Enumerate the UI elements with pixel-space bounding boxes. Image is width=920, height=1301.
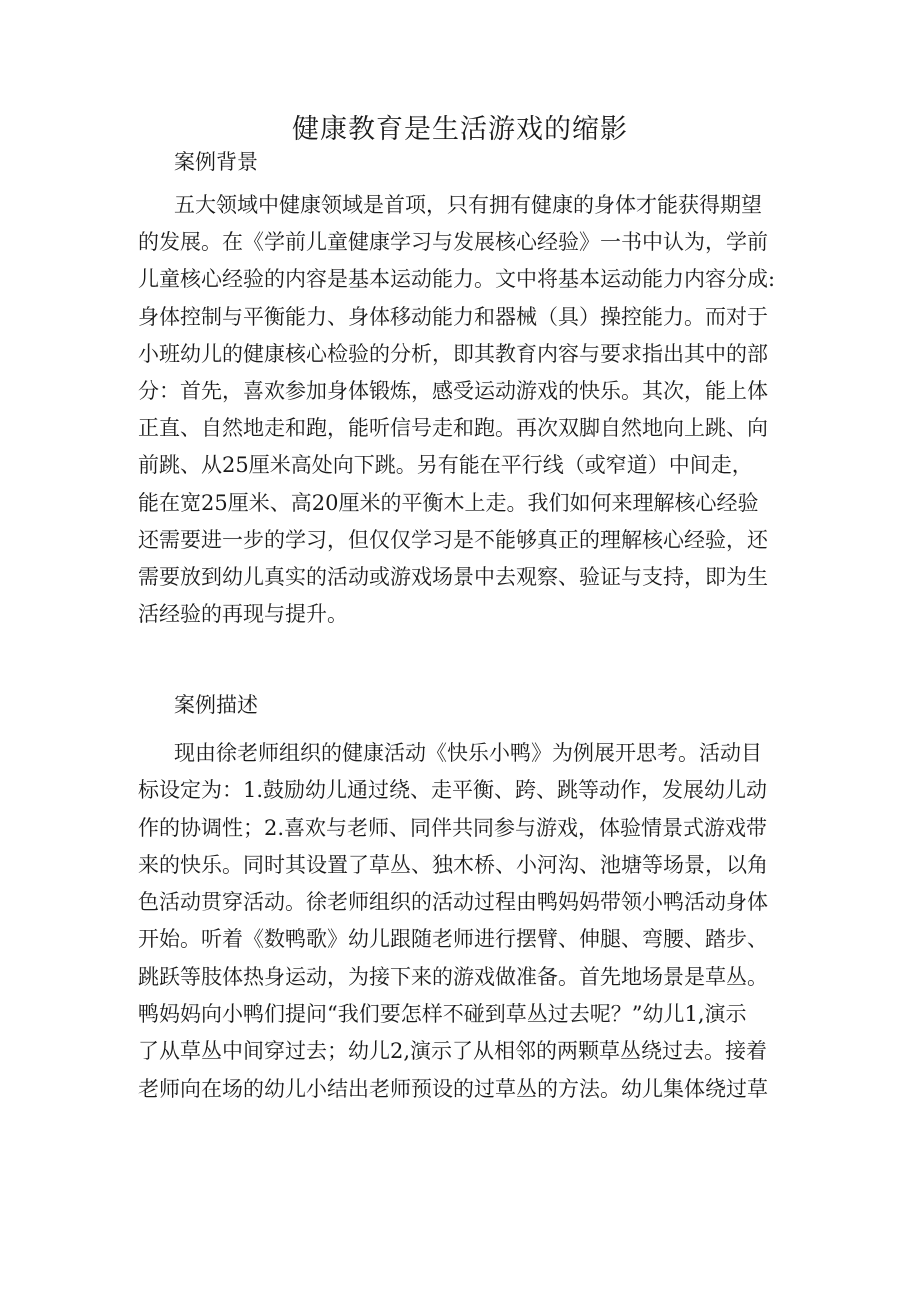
paragraph-line: 现由徐老师组织的健康活动《快乐小鸭》为例展开思考。活动目 (174, 741, 762, 765)
paragraph-line: 五大领域中健康领域是首项，只有拥有健康的身体才能获得期望 (174, 193, 762, 217)
paragraph-line: 色活动贯穿活动。徐老师组织的活动过程由鸭妈妈带领小鸭活动身体 (138, 890, 768, 915)
paragraph-line: 鸭妈妈向小鸭们提问“我们要怎样不碰到草丛过去呢？”幼儿1,演示 (138, 1002, 747, 1027)
paragraph-line: 小班幼儿的健康核心检验的分析，即其教育内容与要求指出其中的部 (138, 341, 768, 366)
paragraph-line: 需要放到幼儿真实的活动或游戏场景中去观察、验证与支持，即为生 (138, 564, 768, 589)
paragraph-line: 能在宽25厘米、高20厘米的平衡木上走。我们如何来理解核心经验 (138, 490, 759, 515)
paragraph-line: 标设定为：1.鼓励幼儿通过绕、走平衡、跨、跳等动作，发展幼儿动 (138, 778, 768, 803)
paragraph-line: 身体控制与平衡能力、身体移动能力和器械（具）操控能力。而对于 (138, 304, 768, 329)
paragraph-line: 来的快乐。同时其设置了草丛、独木桥、小河沟、池塘等场景，以角 (138, 852, 768, 877)
paragraph-line: 老师向在场的幼儿小结出老师预设的过草丛的方法。幼儿集体绕过草 (138, 1076, 768, 1101)
paragraph-line: 分：首先，喜欢参加身体锻炼，感受运动游戏的快乐。其次，能上体 (138, 378, 768, 403)
paragraph-line: 的发展。在《学前儿童健康学习与发展核心经验》一书中认为，学前 (138, 230, 768, 255)
paragraph-line: 活经验的再现与提升。 (138, 602, 348, 627)
paragraph-background (138, 187, 798, 633)
section-heading-description: 案例描述 (174, 693, 258, 717)
section-heading-background: 案例背景 (174, 150, 258, 174)
paragraph-line: 作的协调性；2.喜欢与老师、同伴共同参与游戏，体验情景式游戏带 (138, 815, 768, 840)
paragraph-line: 儿童核心经验的内容是基本运动能力。文中将基本运动能力内容分成: (138, 267, 776, 292)
paragraph-line: 跳跃等肢体热身运动，为接下来的游戏做准备。首先地场景是草丛。 (138, 964, 768, 989)
paragraph-line: 正直、自然地走和跑，能听信号走和跑。再次双脚自然地向上跳、向 (138, 416, 768, 441)
document-title: 健康教育是生活游戏的缩影 (292, 114, 628, 145)
paragraph-description (138, 735, 798, 1108)
paragraph-line: 前跳、从25厘米高处向下跳。另有能在平行线（或窄道）中间走， (138, 453, 753, 478)
paragraph-line: 还需要进一步的学习，但仅仅学习是不能够真正的理解核心经验，还 (138, 527, 768, 552)
paragraph-line: 开始。听着《数鸭歌》幼儿跟随老师进行摆臂、伸腿、弯腰、踏步、 (138, 927, 768, 952)
paragraph-line: 了从草丛中间穿过去；幼儿2,演示了从相邻的两颗草丛绕过去。接着 (138, 1039, 768, 1064)
